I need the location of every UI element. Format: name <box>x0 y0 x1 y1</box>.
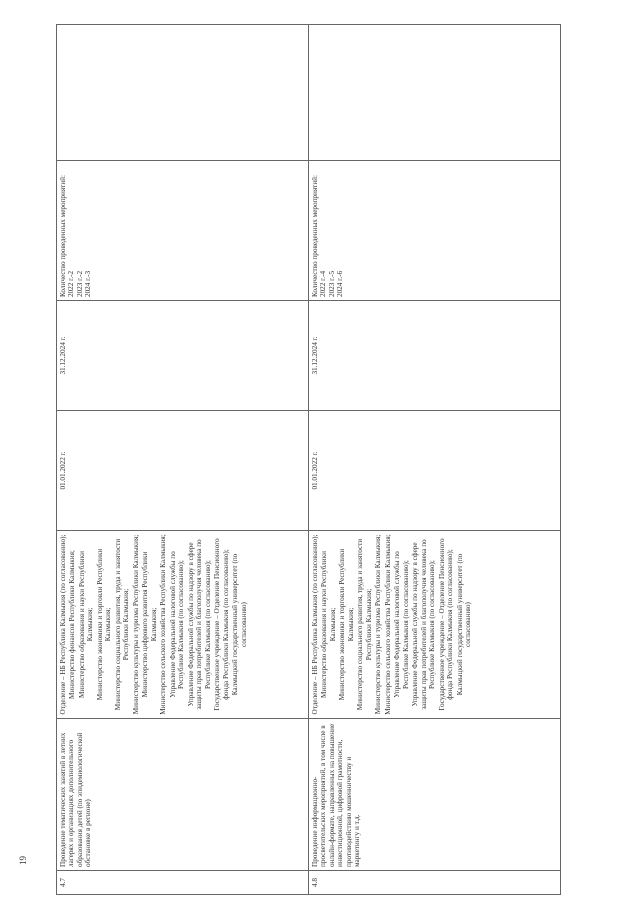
end-date: 31.12.2024 г. <box>309 301 561 411</box>
executor-item: Министерство цифрового развития Республики Калмыкия; <box>141 551 158 698</box>
executor-item: Министерство экономики и торговли Республики Калмыкия; <box>338 548 355 701</box>
indicator-line: Количество проведенных мероприятий: <box>311 174 319 297</box>
indicator-line: 2022 г.-4 <box>319 270 328 297</box>
executor-item: Министерство сельского хозяйства Республики Калмыкия; <box>383 534 392 715</box>
executor-item: Отделение – НБ Республика Калмыкия (по согласованию); <box>311 534 319 715</box>
executor-item: Министерство социального развития, труда и занятости Республики Калмыкия; <box>356 538 373 711</box>
table-row <box>309 25 561 895</box>
executor-item: Государственное учреждение – Отделение Пенсионного фонда Республики Калмыкия (по согласованию); <box>213 538 230 711</box>
executor-item: Министерство культуры и туризма Республики Калмыкия; <box>131 534 140 715</box>
executor-item: Калмыцкий государственный университет (по согласованию) <box>455 553 473 696</box>
measures-table <box>56 24 561 895</box>
row-number: 4.8 <box>309 871 561 895</box>
executor-item: Министерство финансов Республики Калмыкия; <box>68 550 77 699</box>
indicator-line: 2024 г.-3 <box>84 270 93 297</box>
executors-cell <box>309 531 561 719</box>
executor-item: Министерство образования и науки Республики Калмыкия; <box>320 551 337 698</box>
measure-title: Проведение информационно-просветительских мероприятий, в том числе в онлайн-формате, направленных на повышение инвестиционной, цифровой грамотности, противодействию мошенничеству и маркетингу и т.д. <box>309 719 561 871</box>
indicator-line: 2023 г.-5 <box>327 270 336 297</box>
indicator-cell <box>309 161 561 301</box>
executor-item: Отделение – НБ Республика Калмыкия (по согласованию); <box>59 534 67 715</box>
empty-cell <box>309 25 561 161</box>
indicator-line: 2022 г.-2 <box>67 270 76 297</box>
measure-title: Проведение тематических занятий в летних лагерях и организациях дополнительного образования детей (по эпидемиологической обстановке в регионе) <box>57 719 309 871</box>
start-date: 01.01.2022 г. <box>309 411 561 531</box>
executor-item: Управление Федеральной налоговой службы по Республике Калмыкия (по согласованию); <box>168 551 186 698</box>
row-number: 4.7 <box>57 871 309 895</box>
executor-item: Управление Федеральной службы по надзору в сфере защиты прав потребителей и благополучия человека по Республике Калмыкия (по согласованию); <box>186 539 212 710</box>
executor-item: Управление Федеральной налоговой службы по Республике Калмыкия (по согласованию); <box>393 551 410 698</box>
indicator-line: 2024 г.-6 <box>336 270 345 297</box>
executor-item: Министерство социального развития, труда и занятости Республики Калмыкия; <box>113 538 131 711</box>
indicator-line: 2023 г.-2 <box>75 270 84 297</box>
start-date: 01.01.2022 г. <box>57 411 309 531</box>
empty-cell <box>57 25 309 161</box>
end-date: 31.12.2024 г. <box>57 301 309 411</box>
page-number: 19 <box>18 856 28 865</box>
table-row <box>57 25 309 895</box>
indicator-line: Количество проведенных мероприятий: <box>59 174 67 297</box>
executor-item: Государственное учреждение – Отделение Пенсионного фонда Республики Калмыкия (по согласованию); <box>437 538 455 711</box>
executor-item: Калмыцкий государственный университет (по согласованию) <box>231 553 248 696</box>
indicator-cell <box>57 161 309 301</box>
executor-item: Министерство образования и науки Республики Калмыкия; <box>77 551 95 698</box>
executor-item: Министерство культуры и туризма Республики Калмыкия; <box>374 534 383 715</box>
executor-item: Министерство экономики и торговли Республики Калмыкия; <box>95 548 113 701</box>
executor-item: Министерство сельского хозяйства Республики Калмыкия; <box>159 534 168 715</box>
executors-cell <box>57 531 309 719</box>
executor-item: Управление Федеральной службы по надзору в сфере защиты прав потребителей и благополучия человека по Республике Калмыкия (по согласованию); <box>411 539 437 710</box>
